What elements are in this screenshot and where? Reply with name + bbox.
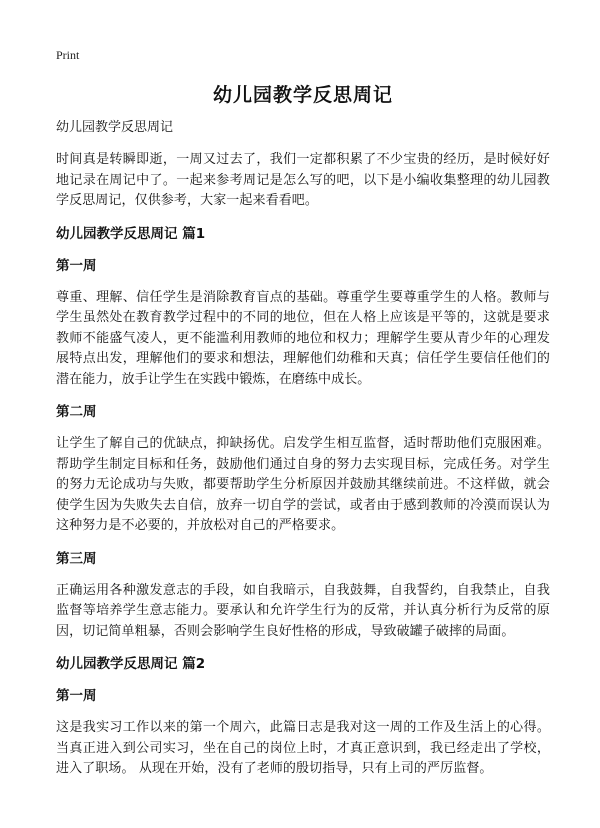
print-link[interactable]: Print	[56, 48, 80, 62]
article-2-week-1-text: 这是我实习工作以来的第一个周六，此篇日志是我对这一周的工作及生活上的心得。当真正进入到公司实习，坐在自己的岗位上时，才真正意识到，我已经走出了学校，进入了职场。 从现在开始，没有了老师的殷切指导，只有上司的严厉监督。	[56, 720, 550, 776]
article-1-heading: 幼儿园教学反思周记 篇1	[56, 225, 206, 242]
article-1-week-2-text: 让学生了解自己的优缺点，抑缺扬优。启发学生相互监督，适时帮助他们克服困难。帮助学生制定目标和任务，鼓励他们通过自身的努力去实现目标，完成任务。对学生的努力无论成功与失败，都要帮助学生分析原因并鼓励其继续前进。不这样做，就会使学生因为失败失去自信，放弃一切自学的尝试，或者由于感到教师的冷漠而误认为这种努力是不必要的，并放松对自己的严格要求。	[56, 436, 550, 533]
document-body	[56, 118, 550, 792]
article-1-week-3-heading: 第三周	[56, 550, 97, 567]
intro-paragraph: 时间真是转瞬即逝，一周又过去了，我们一定都积累了不少宝贵的经历，是时候好好地记录在周记中了。一起来参考周记是怎么写的吧，以下是小编收集整理的幼儿园教学反思周记，仅供参考，大家一起来看看吧。	[56, 152, 550, 208]
article-2-week-1-heading: 第一周	[56, 688, 97, 704]
article-2-heading: 幼儿园教学反思周记 篇2	[56, 656, 206, 672]
article-1-week-3-text: 正确运用各种激发意志的手段，如自我暗示，自我鼓舞，自我誓约，自我禁止，自我监督等培养学生意志能力。要承认和允许学生行为的反常，并认真分析行为反常的原因，切记简单粗暴，否则会影响学生良好性格的形成，导致破罐子破摔的局面。	[56, 582, 550, 639]
article-1-week-1-text: 尊重、理解、信任学生是消除教育盲点的基础。尊重学生要尊重学生的人格。教师与学生虽然处在教育教学过程中的不同的地位，但在人格上应该是平等的，这就是要求教师不能盛气凌人，更不能滥利用教师的地位和权力；理解学生要从青少年的心理发展特点出发，理解他们的要求和想法，理解他们幼稚和天真；信任学生要信任他们的潜在能力，放手让学生在实践中锻炼，在磨练中成长。	[56, 289, 550, 387]
article-1-week-2-heading: 第二周	[56, 404, 97, 420]
page-title: 幼儿园教学反思周记	[212, 84, 393, 106]
article-1-week-1-heading: 第一周	[56, 257, 97, 274]
document-subtitle: 幼儿园教学反思周记	[56, 120, 174, 135]
